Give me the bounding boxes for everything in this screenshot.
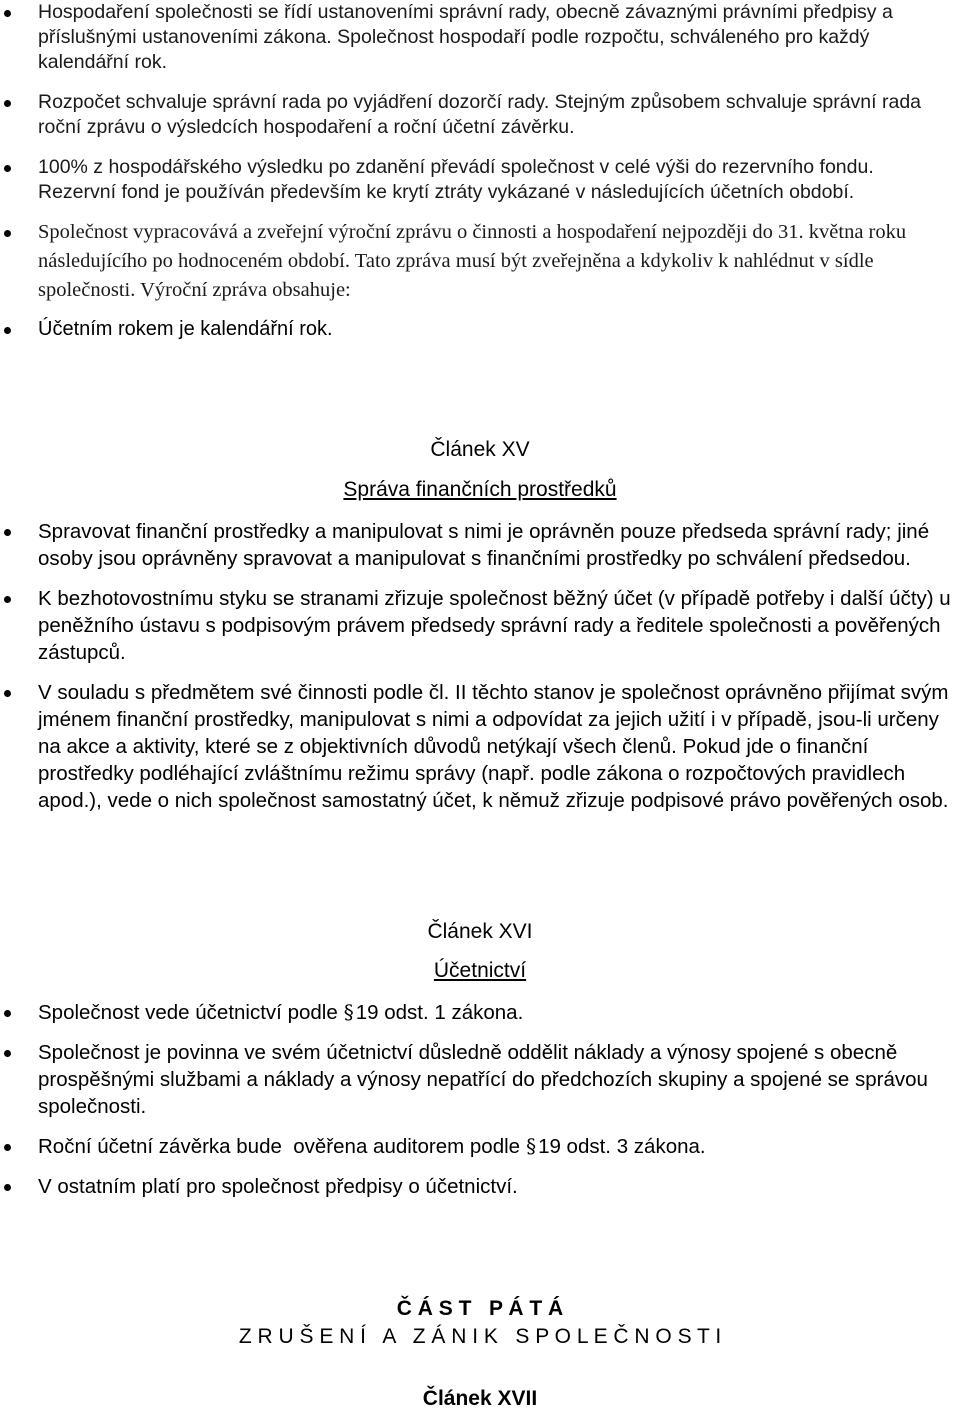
section-sign-icon: § [526, 1134, 537, 1158]
part-five-subtitle: Z R U Š E N Í A Z Á N I K S P O L E Č N O S T I [238, 1325, 722, 1348]
bullet-icon [4, 327, 11, 334]
bullet-icon [4, 596, 11, 603]
list-item [0, 585, 960, 666]
list-item-text: Společnost vypracovává a zveřejní výroční zprávu o činnosti a hospodaření nejpozději do 31. května roku následujícího po hodnoceném období. Tato zpráva musí být zveřejněna a kdykoliv k nahlédnut v sídle společnosti. Výroční zpráva obsahuje: [38, 221, 907, 301]
list-item [0, 0, 960, 75]
article-xvi-title [0, 958, 960, 984]
bullet-icon [4, 1184, 11, 1191]
accounting-list [0, 999, 960, 1213]
list-item [0, 1173, 960, 1200]
bullet-icon [4, 690, 11, 697]
part-five-title: Č Á S T P Á T Á [396, 1297, 564, 1320]
list-item [0, 90, 960, 140]
list-item-text: 19 odst. 3 zákona. [538, 1135, 706, 1158]
list-item-text: V souladu s předmětem své činnosti podle čl. II těchto stanov je společnost oprávněno přijímat svým jménem finanční prostředky, manipulovat s nimi a odpovídat za jejich užití i v případě, jsou-li určeny na akce a aktivity, které se z objektivních důvodů netýkají všech členů. Pokud jde o finanční prostředky podléhající zvláštnímu režimu správy (např. podle zákona o rozpočtových pravidlech apod.), vede o nich společnost samostatný účet, k němuž zřizuje podpisové právo pověřených osob. [38, 681, 949, 812]
list-item-text: 19 odst. 1 zákona. [355, 1001, 524, 1024]
section-sign-icon: § [343, 1000, 354, 1024]
bullet-icon [4, 1050, 11, 1057]
list-item-text: V ostatním platí pro společnost předpisy o účetnictví. [38, 1175, 518, 1198]
list-item [0, 155, 960, 205]
bullet-icon [4, 10, 11, 17]
bullet-icon [4, 1010, 11, 1017]
article-xvi-title-text: Účetnictví [433, 959, 527, 982]
bullet-icon [4, 230, 11, 237]
list-item-text: Hospodaření společnosti se řídí ustanoveními správní rady, obecně závaznými právními předpisy a příslušnými ustanoveními zákona. Společnost hospodaří podle rozpočtu, schváleného pro každý kalendářní rok. [38, 1, 893, 73]
list-item [0, 1133, 960, 1160]
list-item [0, 1039, 960, 1120]
list-item-text: Roční účetní závěrka bude ověřena auditorem podle [38, 1135, 521, 1158]
bullet-icon [4, 1144, 11, 1151]
article-xv-title [0, 477, 960, 503]
list-item [0, 317, 960, 342]
list-item-text: Společnost vede účetnictví podle [38, 1001, 338, 1024]
financial-management-list [0, 0, 960, 342]
list-item-text: K bezhotovostnímu styku se stranami zřizuje společnost běžný účet (v případě potřeby i další účty) u peněžního ústavu s podpisovým právem předsedy správní rady a ředitele společnosti a pověřených zástupců. [38, 587, 951, 664]
list-item-text: 100% z hospodářského výsledku po zdanění převádí společnost v celé výši do rezervního fondu. Rezervní fond je používán především ke krytí ztráty vykázané v následujících účetních období. [38, 156, 874, 203]
list-item [0, 518, 960, 572]
list-item-text: Spravovat finanční prostředky a manipulovat s nimi je oprávněn pouze předseda správní rady; jiné osoby jsou oprávněny spravovat a manipulovat s finančními prostředky po schválení předsedou. [38, 520, 930, 570]
article-xv-number: Článek XV [430, 438, 530, 461]
list-item-text: Účetním rokem je kalendářní rok. [38, 318, 333, 340]
list-item [0, 679, 960, 814]
list-item-text: Společnost je povinna ve svém účetnictví důsledně oddělit náklady a výnosy spojené s obecně prospěšnými službami a náklady a výnosy nepatřící do předchozích skupiny a spojené se správou společnosti. [38, 1041, 928, 1118]
funds-management-list [0, 518, 960, 827]
article-xvi-number: Článek XVI [427, 920, 533, 943]
bullet-icon [4, 529, 11, 536]
bullet-icon [4, 100, 11, 107]
bullet-icon [4, 165, 11, 172]
article-xvii-number: Článek XVII [422, 1387, 538, 1410]
list-item-text: Rozpočet schvaluje správní rada po vyjádření dozorčí rady. Stejným způsobem schvaluje správní rada roční zprávu o výsledcích hospodaření a roční účetní závěrku. [38, 91, 922, 138]
list-item [0, 218, 960, 305]
article-xv-title-text: Správa finančních prostředků [343, 478, 617, 501]
list-item [0, 999, 960, 1026]
